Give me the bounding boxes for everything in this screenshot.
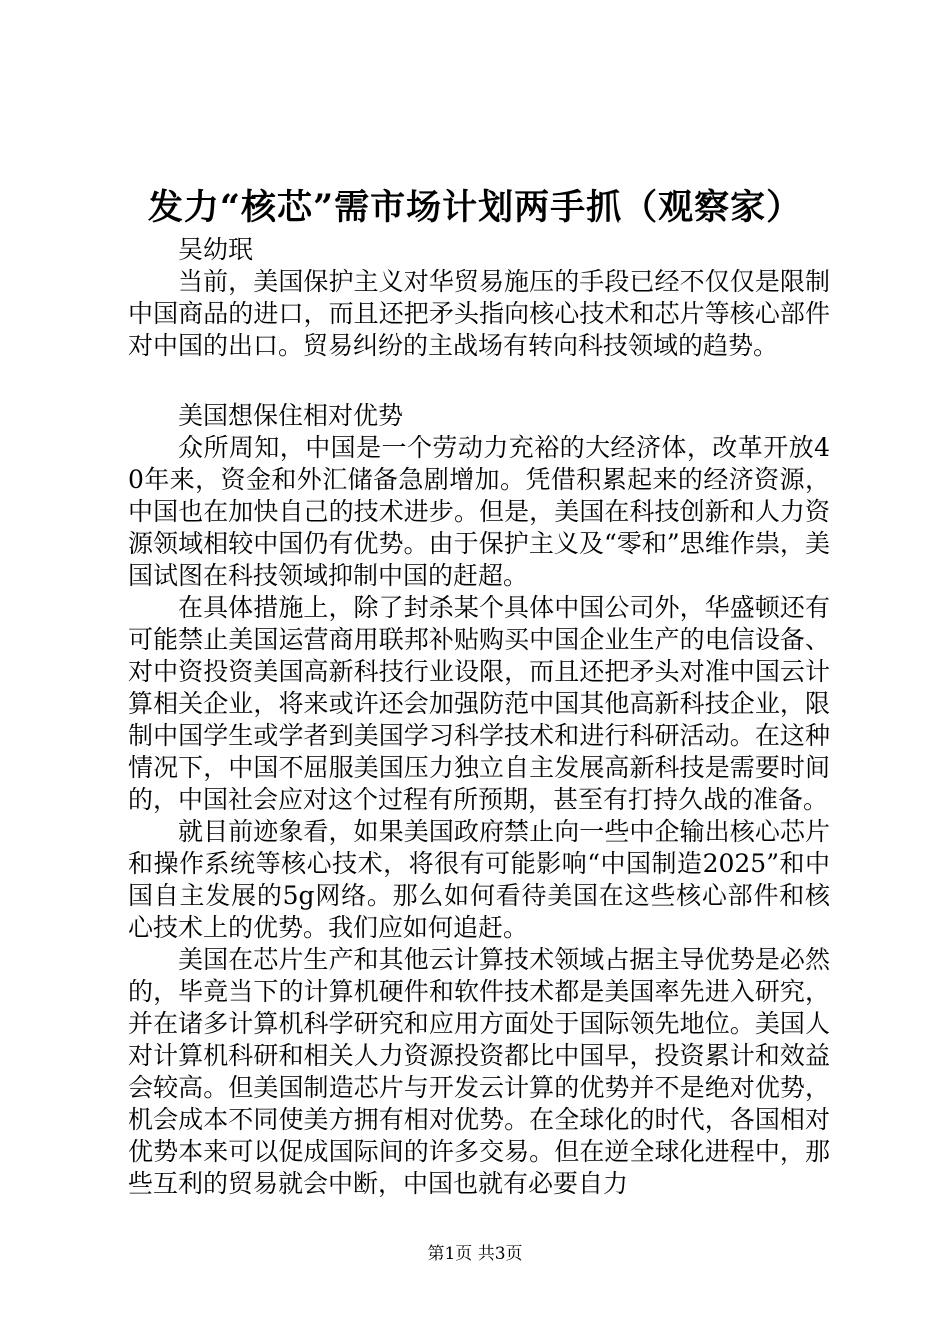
section-heading: 美国想保住相对优势 <box>178 401 404 430</box>
paragraph-1: 当前，美国保护主义对华贸易施压的手段已经不仅仅是限制中国商品的进口，而且还把矛头指向核心技术和芯片等核心部件对中国的出口。贸易纠纷的主战场有转向科技领域的趋势。 <box>128 267 830 360</box>
paragraph-4: 就目前迹象看，如果美国政府禁止向一些中企输出核心芯片和操作系统等核心技术，将很有可能影响“中国制造2025”和中国自主发展的5g网络。那么如何看待美国在这些核心部件和核心技术上的优势。我们应如何追赶。 <box>128 817 830 942</box>
author-name: 吴幼珉 <box>178 235 254 264</box>
paragraph-3: 在具体措施上，除了封杀某个具体中国公司外，华盛顿还有可能禁止美国运营商用联邦补贴购买中国企业生产的电信设备、对中资投资美国高新科技行业设限，而且还把矛头对准中国云计算相关企业，将来或许还会加强防范中国其他高新科技企业，限制中国学生或学者到美国学习科学技术和进行科研活动。在这种情况下，中国不屈服美国压力独立自主发展高新科技是需要时间的，中国社会应对这个过程有所预期，甚至有打持久战的准备。 <box>128 593 830 814</box>
page-number-footer: 第1页 共3页 <box>427 1244 523 1264</box>
document-title: 发力“核芯”需市场计划两手抓（观察家） <box>147 187 803 228</box>
document-body <box>128 234 830 1200</box>
paragraph-5: 美国在芯片生产和其他云计算技术领域占据主导优势是必然的，毕竟当下的计算机硬件和软件技术都是美国率先进入研究，并在诸多计算机科学研究和应用方面处于国际领先地位。美国人对计算机科研和相关人力资源投资都比中国早，投资累计和效益会较高。但美国制造芯片与开发云计算的优势并不是绝对优势，机会成本不同使美方拥有相对优势。在全球化的时代，各国相对优势本来可以促成国际间的许多交易。但在逆全球化进程中，那些互利的贸易就会中断，中国也就有必要自力 <box>128 945 830 1198</box>
paragraph-2: 众所周知，中国是一个劳动力充裕的大经济体，改革开放40年来，资金和外汇储备急剧增加。凭借积累起来的经济资源，中国也在加快自己的技术进步。但是，美国在科技创新和人力资源领域相较中国仍有优势。由于保护主义及“零和”思维作祟，美国试图在科技领域抑制中国的赶超。 <box>128 433 830 590</box>
